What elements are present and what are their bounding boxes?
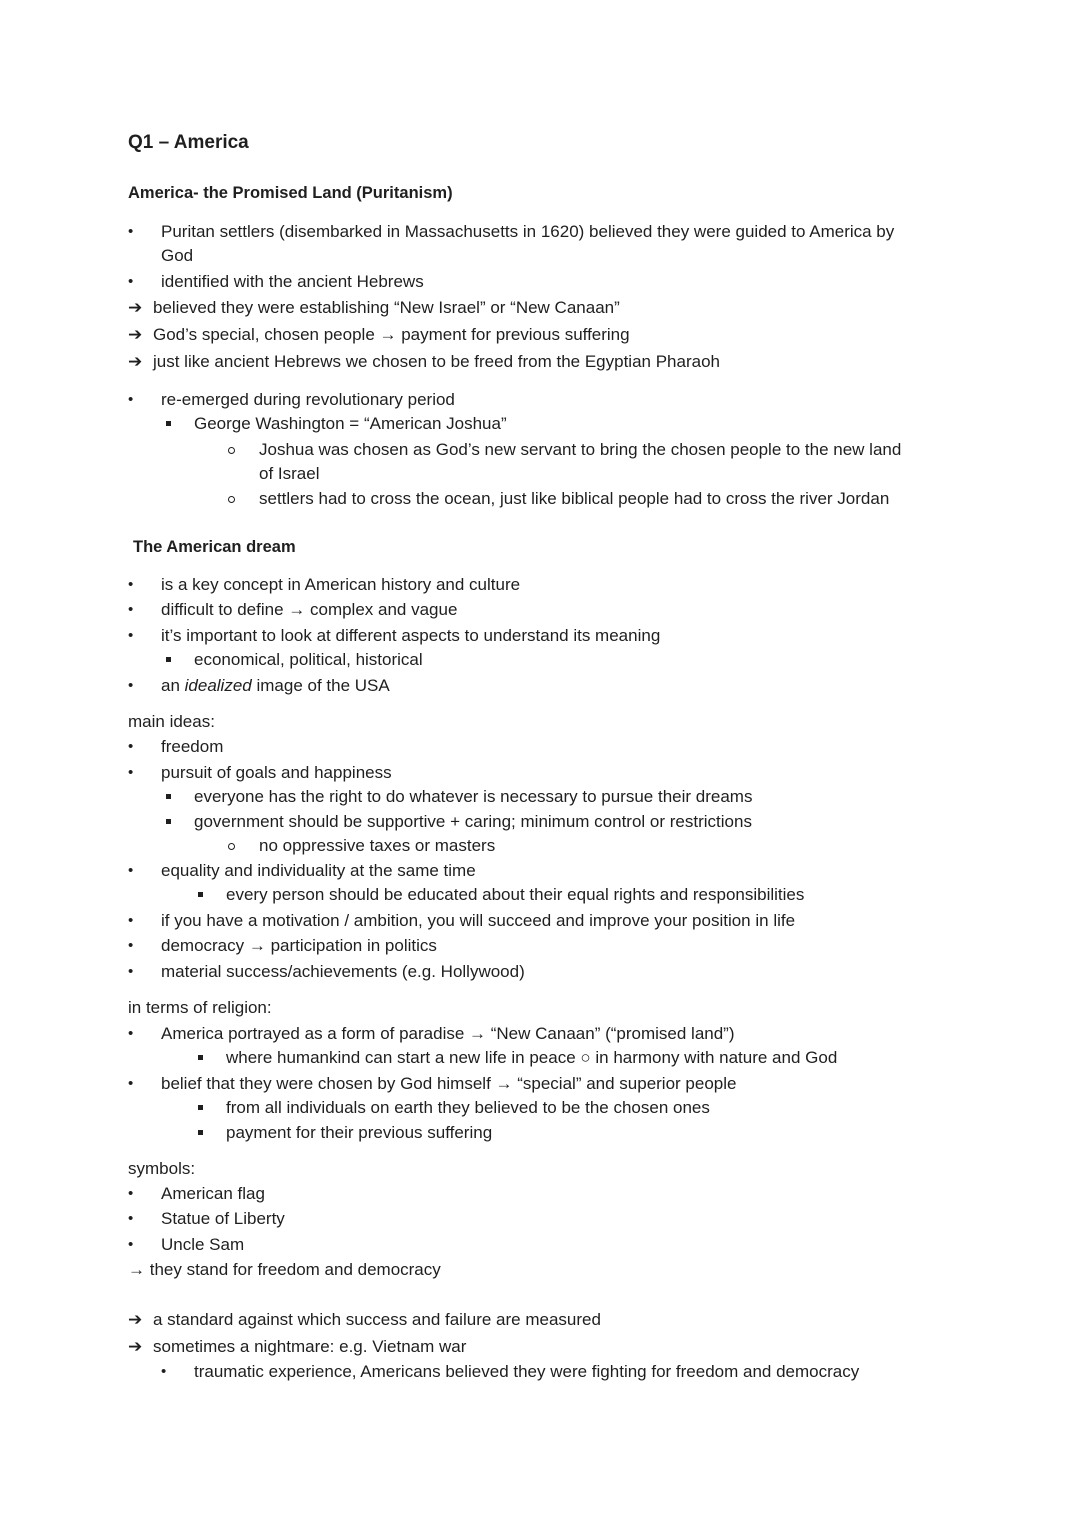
bullet-marker: • (128, 576, 134, 593)
bullet-marker: • (128, 862, 134, 879)
list-item: Uncle Sam (161, 1235, 245, 1254)
arrow-icon: ➔ (128, 352, 143, 371)
bullet-marker: • (128, 223, 134, 240)
arrow-icon: ➔ (128, 298, 143, 317)
arrow-icon: ➔ (128, 325, 143, 344)
bullet-marker: • (128, 627, 134, 644)
bullet-marker: • (128, 1185, 134, 1202)
list-item: difficult to define → complex and vague (161, 600, 458, 619)
circle-bullet-icon (228, 496, 235, 503)
sub-list-item: from all individuals on earth they believed to be the chosen ones (226, 1098, 710, 1117)
arrow-item: God’s special, chosen people → payment for previous suffering (153, 325, 630, 344)
bullet-marker: • (128, 912, 134, 929)
bullet-marker: • (128, 1236, 134, 1253)
sub-list-item: traumatic experience, Americans believed they were fighting for freedom and democracy (194, 1362, 860, 1381)
list-item: identified with the ancient Hebrews (161, 272, 424, 291)
square-bullet-icon (198, 1055, 203, 1060)
list-item: is a key concept in American history and culture (161, 575, 521, 594)
arrow-item: a standard against which success and failure are measured (153, 1310, 601, 1329)
list-item: re-emerged during revolutionary period (161, 390, 455, 409)
list-item: material success/achievements (e.g. Hollywood) (161, 962, 525, 981)
arrow-item: believed they were establishing “New Israel” or “New Canaan” (153, 298, 620, 317)
bullet-marker: • (128, 677, 134, 694)
section-heading-american-dream: The American dream (133, 538, 296, 556)
list-item: Puritan settlers (disembarked in Massachusetts in 1620) believed they were guided to America by (161, 222, 895, 241)
symbols-label: symbols: (128, 1159, 196, 1178)
emphasis-text: idealized (184, 676, 252, 695)
sub-list-item: George Washington = “American Joshua” (194, 414, 507, 433)
list-item: pursuit of goals and happiness (161, 763, 392, 782)
circle-bullet-icon (228, 447, 235, 454)
square-bullet-icon (166, 657, 171, 662)
sub-list-item: everyone has the right to do whatever is necessary to pursue their dreams (194, 787, 753, 806)
square-bullet-icon (198, 892, 203, 897)
bullet-marker: • (128, 1025, 134, 1042)
square-bullet-icon (166, 819, 171, 824)
main-ideas-label: main ideas: (128, 712, 215, 731)
bullet-marker: • (128, 273, 134, 290)
list-item-text-post: image of the USA (251, 676, 390, 695)
arrow-item: sometimes a nightmare: e.g. Vietnam war (153, 1337, 467, 1356)
bullet-marker: • (128, 601, 134, 618)
arrow-icon: ➔ (128, 1310, 143, 1329)
sub-list-item: payment for their previous suffering (226, 1123, 493, 1142)
list-item: democracy → participation in politics (161, 936, 437, 955)
arrow-item: just like ancient Hebrews we chosen to be freed from the Egyptian Pharaoh (153, 352, 720, 371)
bullet-marker: • (128, 1210, 134, 1227)
list-item-text-pre: an (161, 676, 185, 695)
page-title: Q1 – America (128, 132, 249, 153)
bullet-marker: • (128, 1075, 134, 1092)
circle-bullet-icon (228, 843, 235, 850)
religion-label: in terms of religion: (128, 998, 272, 1017)
sub-sub-list-item: Joshua was chosen as God’s new servant to bring the chosen people to the new land (259, 440, 902, 459)
square-bullet-icon (166, 794, 171, 799)
symbols-note: → they stand for freedom and democracy (128, 1260, 441, 1279)
bullet-marker: • (128, 738, 134, 755)
sub-list-item: government should be supportive + caring; minimum control or restrictions (194, 812, 752, 831)
bullet-marker: • (128, 764, 134, 781)
list-item: equality and individuality at the same time (161, 861, 476, 880)
list-item: American flag (161, 1184, 265, 1203)
list-item: belief that they were chosen by God himself → “special” and superior people (161, 1074, 737, 1093)
list-item: Statue of Liberty (161, 1209, 285, 1228)
square-bullet-icon (166, 421, 171, 426)
bullet-marker: • (128, 391, 134, 408)
sub-list-item: every person should be educated about their equal rights and responsibilities (226, 885, 805, 904)
sub-sub-list-item: no oppressive taxes or masters (259, 836, 496, 855)
sub-sub-list-item: settlers had to cross the ocean, just like biblical people had to cross the river Jordan (259, 489, 890, 508)
list-item-continuation: God (161, 246, 194, 265)
bullet-marker: • (128, 937, 134, 954)
sub-list-item: economical, political, historical (194, 650, 423, 669)
list-item: if you have a motivation / ambition, you will succeed and improve your position in life (161, 911, 796, 930)
bullet-marker: • (161, 1363, 167, 1380)
list-item: America portrayed as a form of paradise → “New Canaan” (“promised land”) (161, 1024, 735, 1043)
list-item: freedom (161, 737, 224, 756)
list-item (161, 677, 390, 694)
arrow-icon: ➔ (128, 1337, 143, 1356)
bullet-marker: • (128, 963, 134, 980)
sub-list-item: where humankind can start a new life in peace ○ in harmony with nature and God (226, 1048, 838, 1067)
square-bullet-icon (198, 1130, 203, 1135)
section-heading-promised-land: America- the Promised Land (Puritanism) (128, 184, 453, 202)
list-item: it’s important to look at different aspects to understand its meaning (161, 626, 661, 645)
square-bullet-icon (198, 1105, 203, 1110)
sub-sub-list-item-continuation: of Israel (259, 464, 320, 483)
